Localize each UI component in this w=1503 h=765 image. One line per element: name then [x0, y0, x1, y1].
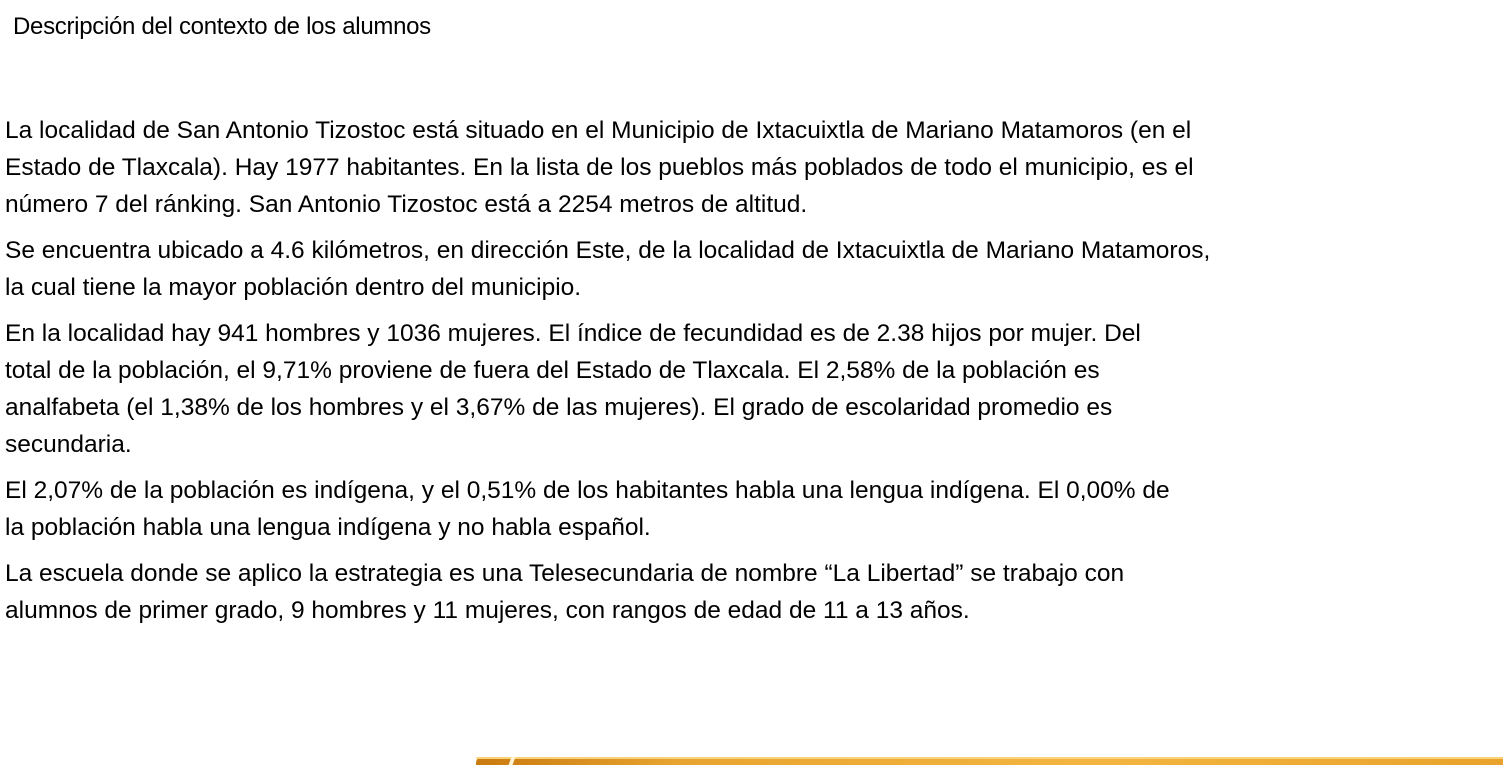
- paragraph-location: La localidad de San Antonio Tizostoc está situado en el Municipio de Ixtacuixtla de Mariano Matamoros (en el Estado de Tlaxcala). Hay 1977 habitantes. En la lista de los pueblos más poblados de todo el municipio, es el número 7 del ránking. San Antonio Tizostoc está a 2254 metros de altitud.: [5, 117, 1194, 218]
- footer-band-highlight: [476, 757, 1503, 759]
- paragraph-school: La escuela donde se aplico la estrategia es una Telesecundaria de nombre “La Libertad” se trabajo con alumnos de primer grado, 9 hombres y 11 mujeres, con rangos de edad de 11 a 13 años.: [5, 560, 1125, 624]
- document-heading: Descripción del contexto de los alumnos: [13, 13, 431, 40]
- paragraph-demographics: En la localidad hay 941 hombres y 1036 mujeres. El índice de fecundidad es de 2.38 hijos por mujer. Del total de la población, el 9,71% proviene de fuera del Estado de Tlaxcala. El 2,58% de la población es analfabeta (el 1,38% de los hombres y el 3,67% de las mujeres). El grado de escolaridad promedio es secundaria.: [5, 320, 1141, 458]
- footer-decorative-band: [476, 757, 1503, 765]
- paragraph-distance: Se encuentra ubicado a 4.6 kilómetros, en dirección Este, de la localidad de Ixtacuixtla de Mariano Matamoros, la cual tiene la mayor población dentro del municipio.: [5, 237, 1211, 301]
- document-body: [5, 112, 1500, 638]
- paragraph-indigenous: El 2,07% de la población es indígena, y el 0,51% de los habitantes habla una lengua indígena. El 0,00% de la población habla una lengua indígena y no habla español.: [5, 477, 1170, 541]
